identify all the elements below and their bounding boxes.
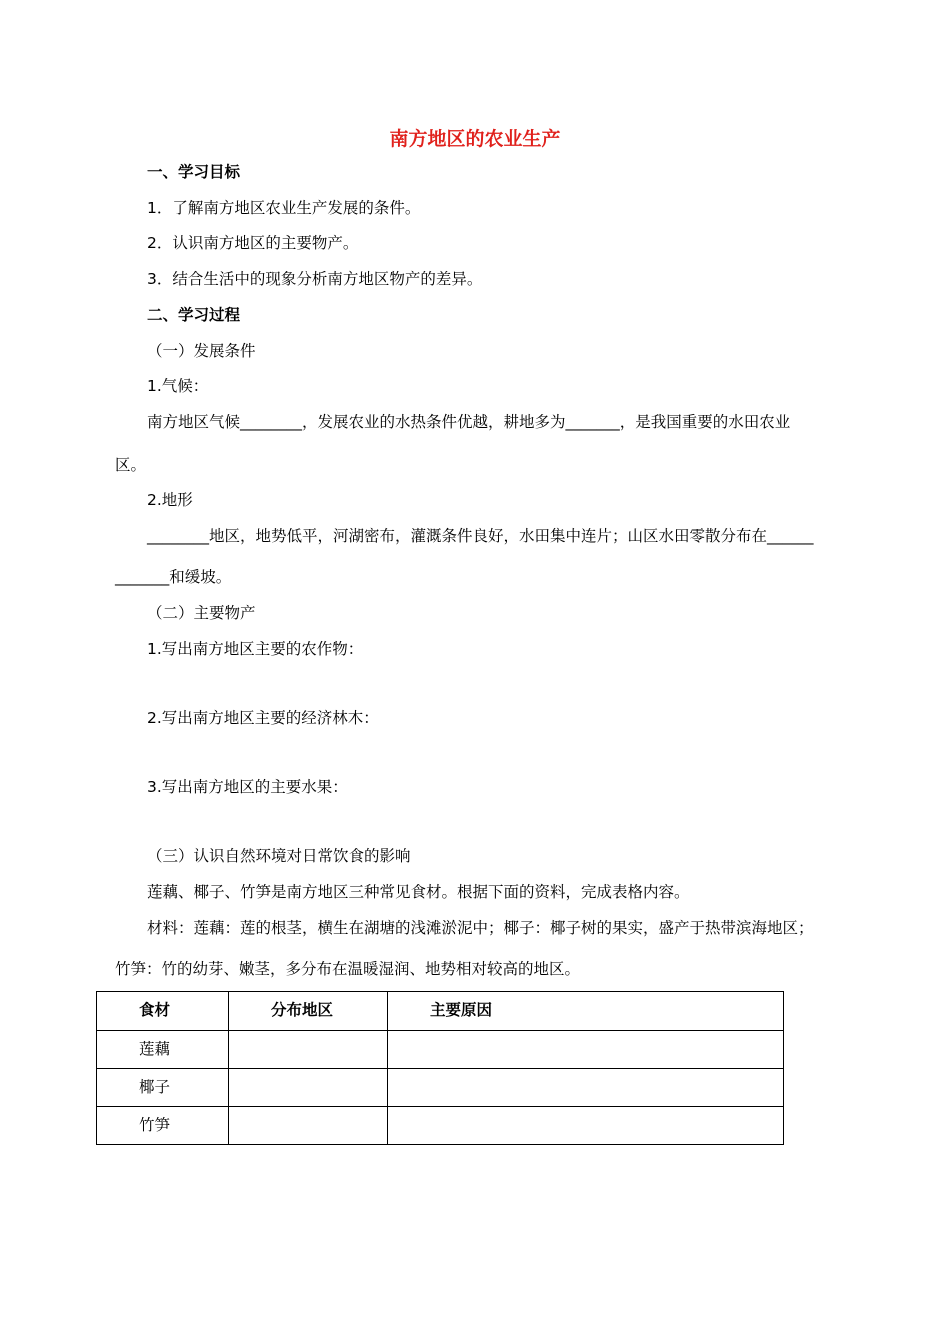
header-region: 分布地区: [271, 1001, 334, 1019]
table-header-cell: [97, 992, 229, 1031]
climate-label: 1.气候：: [147, 377, 209, 395]
question-fruits: 3.写出南方地区的主要水果：: [147, 778, 348, 796]
section-heading-process: 二、学习过程: [147, 306, 241, 324]
table-header-cell: [229, 992, 388, 1031]
region-answer: [229, 1031, 387, 1039]
question-trees: 2.写出南方地区主要的经济林木：: [147, 709, 379, 727]
region-answer: [229, 1107, 387, 1115]
table-cell-input[interactable]: [229, 1107, 388, 1145]
food-name: 椰子: [139, 1078, 171, 1096]
table-cell-input[interactable]: [388, 1069, 784, 1107]
table-row: [97, 1069, 784, 1107]
table-cell-input[interactable]: [229, 1031, 388, 1069]
objective-item-2: 2．认识南方地区的主要物产。: [147, 234, 359, 252]
terrain-text-line-2: _______和缓坡。: [115, 568, 232, 586]
climate-text-line-1: 南方地区气候________，发展农业的水热条件优越，耕地多为_______，是我国重要的水田农业: [147, 413, 791, 431]
table-cell-input[interactable]: [388, 1107, 784, 1145]
table-cell-input[interactable]: [388, 1031, 784, 1069]
question-crops: 1.写出南方地区主要的农作物：: [147, 640, 364, 658]
page-title: 南方地区的农业生产: [389, 128, 561, 150]
table-header-row: [97, 992, 784, 1031]
subheading-diet: （三）认识自然环境对日常饮食的影响: [147, 847, 411, 865]
region-answer: [229, 1069, 387, 1077]
table-header-cell: [388, 992, 784, 1031]
food-table: [96, 991, 784, 1145]
subheading-products: （二）主要物产: [147, 604, 256, 622]
table-cell: [97, 1107, 229, 1145]
food-name: 莲藕: [139, 1040, 171, 1058]
reason-answer: [388, 1107, 783, 1115]
table-row: [97, 1031, 784, 1069]
objective-item-3: 3．结合生活中的现象分析南方地区物产的差异。: [147, 270, 483, 288]
material-line-2: 竹笋：竹的幼芽、嫩茎，多分布在温暖湿润、地势相对较高的地区。: [115, 960, 581, 978]
climate-text-line-2: 区。: [115, 456, 147, 474]
objective-item-1: 1．了解南方地区农业生产发展的条件。: [147, 199, 421, 217]
table-cell: [97, 1069, 229, 1107]
header-food: 食材: [139, 1001, 171, 1019]
diet-intro: 莲藕、椰子、竹笋是南方地区三种常见食材。根据下面的资料，完成表格内容。: [147, 883, 690, 901]
terrain-label: 2.地形: [147, 491, 193, 509]
table-cell: [97, 1031, 229, 1069]
header-reason: 主要原因: [430, 1001, 493, 1019]
food-name: 竹笋: [139, 1116, 171, 1134]
terrain-text-line-1: ________地区，地势低平，河湖密布，灌溉条件良好，水田集中连片；山区水田零散分布在______: [147, 527, 814, 545]
section-heading-objectives: 一、学习目标: [147, 163, 241, 181]
reason-answer: [388, 1031, 783, 1039]
reason-answer: [388, 1069, 783, 1077]
table-row: [97, 1107, 784, 1145]
material-line-1: 材料：莲藕：莲的根茎，横生在湖塘的浅滩淤泥中；椰子：椰子树的果实，盛产于热带滨海地区；: [147, 919, 814, 937]
subheading-conditions: （一）发展条件: [147, 342, 256, 360]
table-cell-input[interactable]: [229, 1069, 388, 1107]
